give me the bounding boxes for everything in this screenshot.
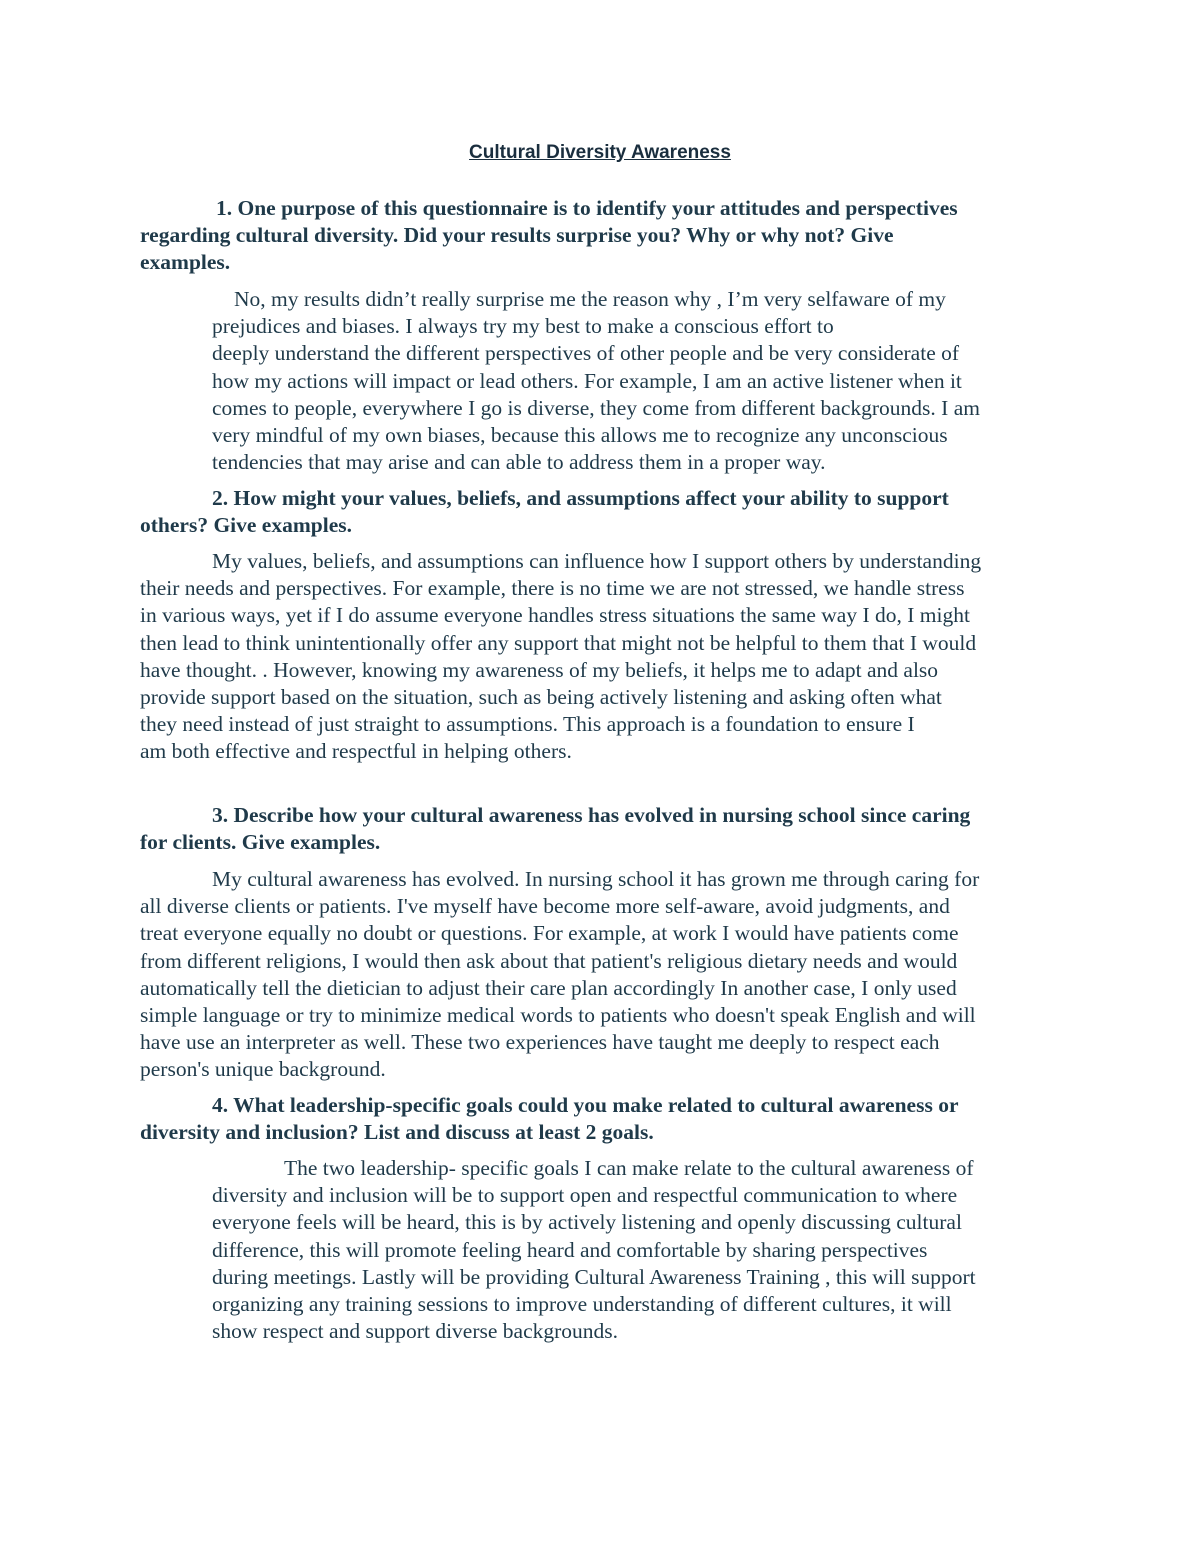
answer-line: show respect and support diverse backgrounds. — [212, 1319, 619, 1344]
question-1 — [140, 195, 1060, 276]
answer-line: My cultural awareness has evolved. In nursing school it has grown me through caring for — [212, 867, 980, 891]
document-title: Cultural Diversity Awareness — [469, 142, 731, 163]
answer-line: The two leadership- specific goals I can make relate to the cultural awareness of — [284, 1156, 974, 1180]
question-4 — [140, 1092, 1060, 1146]
answer-line: deeply understand the different perspectives of other people and be very considerate of — [212, 341, 960, 366]
answer-line: prejudices and biases. I always try my best to make a conscious effort to — [212, 314, 834, 339]
question-3 — [140, 802, 1060, 856]
answer-line: during meetings. Lastly will be providing Cultural Awareness Training , this will support — [212, 1264, 976, 1289]
question-line: 3. Describe how your cultural awareness has evolved in nursing school since caring — [212, 803, 971, 827]
question-2 — [140, 485, 1060, 539]
answer-1 — [212, 286, 1072, 476]
answer-line: person's unique background. — [140, 1057, 386, 1082]
answer-line: they need instead of just straight to assumptions. This approach is a foundation to ensure I — [140, 712, 915, 737]
answer-line: organizing any training sessions to improve understanding of different cultures, it will — [212, 1292, 952, 1317]
question-line: 2. How might your values, beliefs, and assumptions affect your ability to support — [212, 486, 949, 510]
answer-line: in various ways, yet if I do assume everyone handles stress situations the same way I do, I might — [140, 603, 970, 628]
answer-line: am both effective and respectful in helping others. — [140, 739, 572, 764]
answer-line: then lead to think unintentionally offer any support that might not be helpful to them that I would — [140, 630, 977, 655]
answer-line: very mindful of my own biases, because this allows me to recognize any unconscious — [212, 423, 948, 448]
answer-line: No, my results didn’t really surprise me the reason why , I’m very selfaware of my — [234, 287, 946, 311]
answer-line: have use an interpreter as well. These two experiences have taught me deeply to respect each — [140, 1030, 940, 1055]
answer-line: tendencies that may arise and can able to address them in a proper way. — [212, 450, 826, 475]
question-line: 4. What leadership-specific goals could you make related to cultural awareness or — [212, 1093, 959, 1117]
answer-line: everyone feels will be heard, this is by actively listening and openly discussing cultural — [212, 1210, 962, 1235]
answer-line: difference, this will promote feeling heard and comfortable by sharing perspectives — [212, 1237, 928, 1262]
answer-2 — [140, 548, 1070, 766]
answer-line: treat everyone equally no doubt or questions. For example, at work I would have patients come — [140, 921, 959, 946]
question-line: 1. One purpose of this questionnaire is to identify your attitudes and perspectives — [216, 196, 958, 220]
answer-line: automatically tell the dietician to adjust their care plan accordingly In another case, I only used — [140, 975, 957, 1000]
answer-line: simple language or try to minimize medical words to patients who doesn't speak English and will — [140, 1003, 976, 1028]
question-line: examples. — [140, 250, 231, 274]
question-line: regarding cultural diversity. Did your results surprise you? Why or why not? Give — [140, 223, 894, 247]
answer-4 — [212, 1155, 1072, 1345]
answer-3 — [140, 866, 1070, 1084]
question-line: diversity and inclusion? List and discuss at least 2 goals. — [140, 1120, 654, 1144]
question-line: for clients. Give examples. — [140, 830, 381, 854]
answer-line: provide support based on the situation, such as being actively listening and asking often what — [140, 685, 942, 710]
answer-line: all diverse clients or patients. I've myself have become more self-aware, avoid judgments, and — [140, 894, 950, 919]
answer-line: diversity and inclusion will be to support open and respectful communication to where — [212, 1183, 958, 1208]
answer-line: from different religions, I would then ask about that patient's religious dietary needs and would — [140, 948, 958, 973]
answer-line: their needs and perspectives. For example, there is no time we are not stressed, we handle stress — [140, 576, 965, 601]
answer-line: My values, beliefs, and assumptions can influence how I support others by understanding — [212, 549, 982, 573]
answer-line: have thought. . However, knowing my awareness of my beliefs, it helps me to adapt and also — [140, 657, 939, 682]
answer-line: how my actions will impact or lead others. For example, I am an active listener when it — [212, 368, 962, 393]
question-line: others? Give examples. — [140, 513, 352, 537]
answer-line: comes to people, everywhere I go is diverse, they come from different backgrounds. I am — [212, 395, 980, 420]
